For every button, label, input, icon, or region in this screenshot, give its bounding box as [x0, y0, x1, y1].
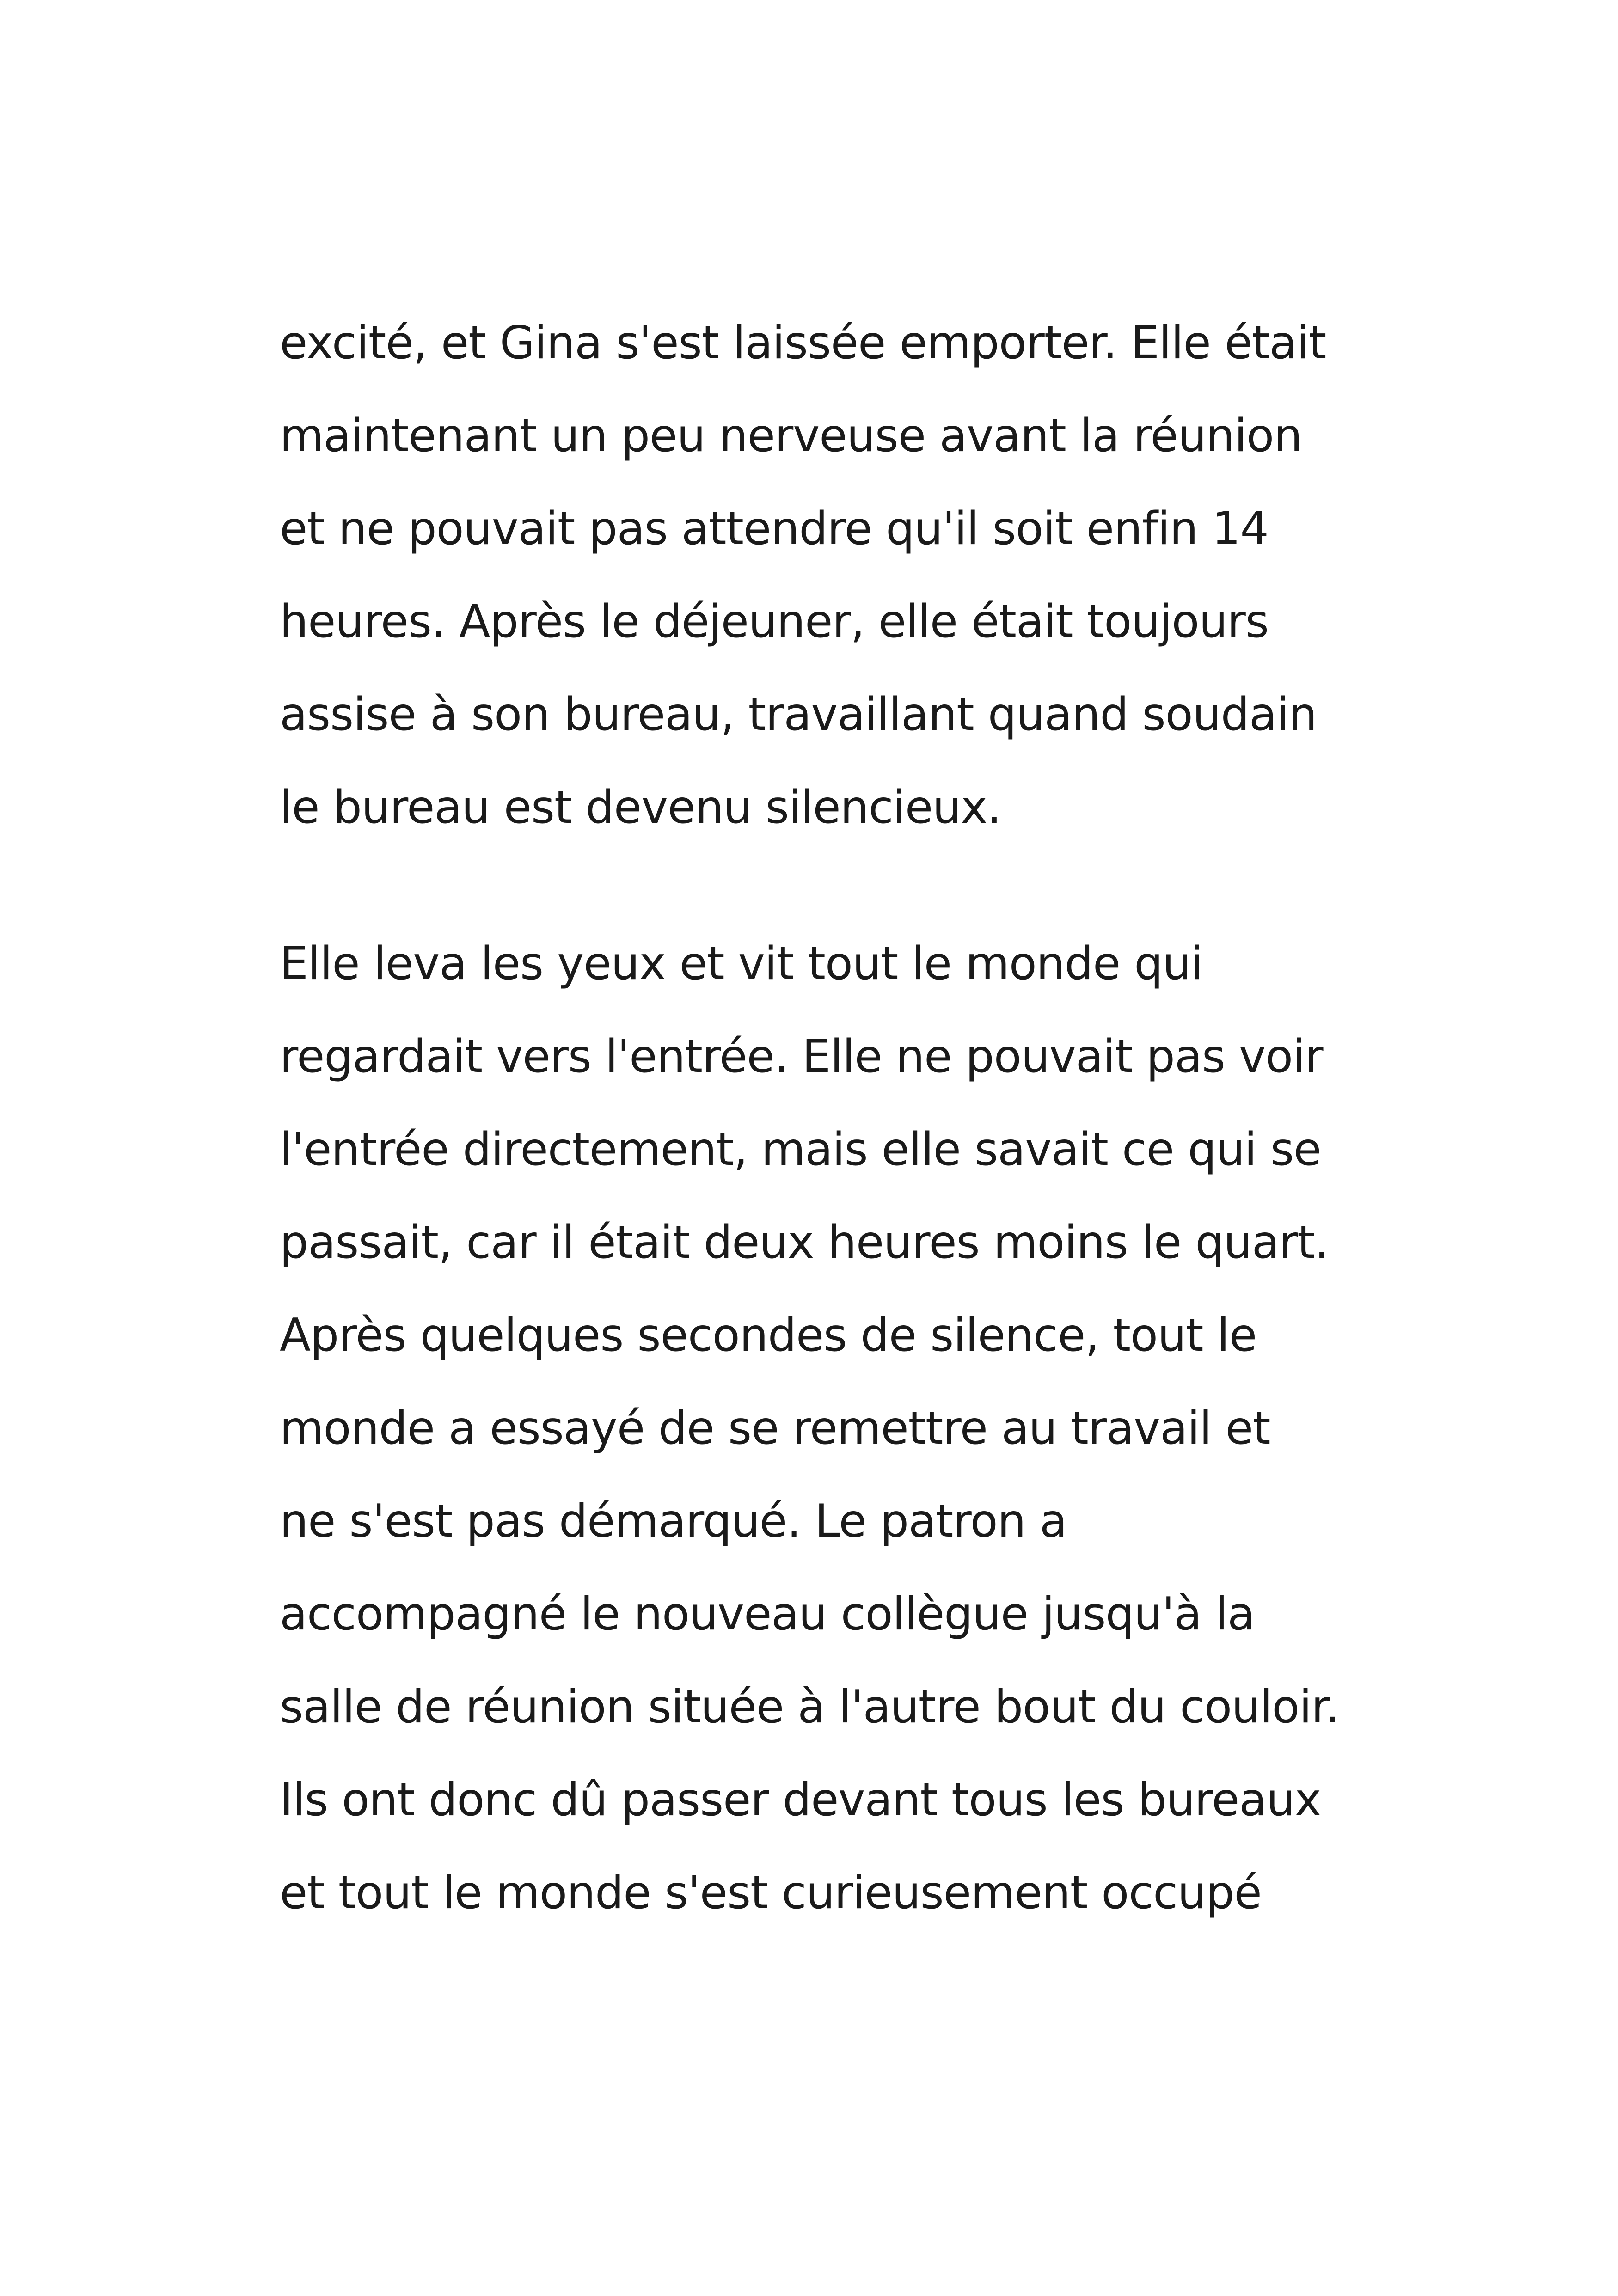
paragraph-1 — [280, 297, 1389, 854]
text-line: accompagné le nouveau collègue jusqu'à la — [280, 1588, 1255, 1641]
text-line: et ne pouvait pas attendre qu'il soit enfin 14 — [280, 502, 1269, 555]
text-line: maintenant un peu nerveuse avant la réunion — [280, 410, 1302, 462]
paragraph-2 — [280, 918, 1389, 1940]
text-line: ne s'est pas démarqué. Le patron a — [280, 1495, 1067, 1548]
text-line: le bureau est devenu silencieux. — [280, 781, 1001, 834]
text-line: Ils ont donc dû passer devant tous les bureaux — [280, 1774, 1321, 1826]
text-line: et tout le monde s'est curieusement occupé — [280, 1867, 1262, 1919]
text-line: monde a essayé de se remettre au travail et — [280, 1402, 1270, 1455]
text-line: Elle leva les yeux et vit tout le monde qui — [280, 937, 1203, 990]
text-line: excité, et Gina s'est laissée emporter. Elle était — [280, 317, 1326, 369]
text-line: l'entrée directement, mais elle savait ce qui se — [280, 1123, 1321, 1176]
text-line: assise à son bureau, travaillant quand soudain — [280, 688, 1317, 741]
text-line: salle de réunion située à l'autre bout du couloir. — [280, 1681, 1339, 1733]
body-text — [280, 297, 1389, 1940]
text-line: Après quelques secondes de silence, tout le — [280, 1309, 1257, 1362]
text-line: heures. Après le déjeuner, elle était toujours — [280, 595, 1269, 648]
text-line: regardait vers l'entrée. Elle ne pouvait pas voir — [280, 1030, 1323, 1083]
paragraph-spacer — [280, 854, 1389, 918]
text-line: passait, car il était deux heures moins le quart. — [280, 1216, 1329, 1269]
